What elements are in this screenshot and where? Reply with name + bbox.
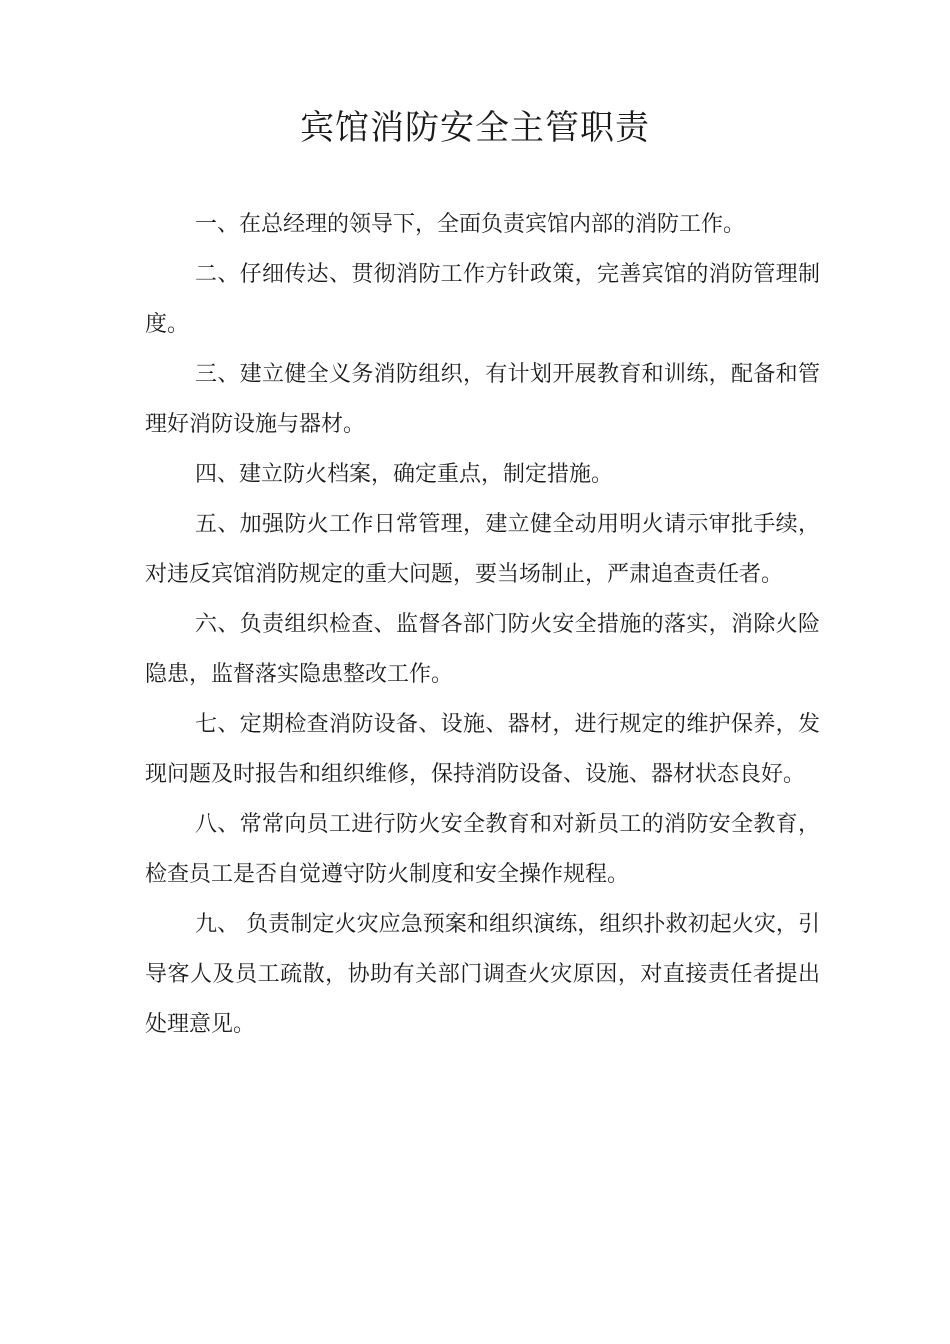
paragraph-7: 七、定期检查消防设备、设施、器材，进行规定的维护保养，发现问题及时报告和组织维修，保持消防设备、设施、器材状态良好。 [145,712,820,787]
paragraph-6: 六、负责组织检查、监督各部门防火安全措施的落实，消除火险隐患，监督落实隐患整改工作。 [145,612,820,687]
paragraph-9: 九、 负责制定火灾应急预案和组织演练，组织扑救初起火灾，引导客人及员工疏散，协助有关部门调查火灾原因，对直接责任者提出处理意见。 [145,912,820,1037]
paragraph-8: 八、常常向员工进行防火安全教育和对新员工的消防安全教育，检查员工是否自觉遵守防火制度和安全操作规程。 [145,812,820,887]
document-body [145,200,820,1050]
paragraph-5: 五、加强防火工作日常管理，建立健全动用明火请示审批手续，对违反宾馆消防规定的重大问题，要当场制止，严肃追查责任者。 [145,512,820,587]
document-title: 宾馆消防安全主管职责 [300,108,650,148]
paragraph-3: 三、建立健全义务消防组织，有计划开展教育和训练，配备和管理好消防设施与器材。 [145,362,820,437]
paragraph-2: 二、仔细传达、贯彻消防工作方针政策，完善宾馆的消防管理制度。 [145,262,820,337]
paragraph-4: 四、建立防火档案，确定重点，制定措施。 [195,462,614,487]
paragraph-1: 一、在总经理的领导下，全面负责宾馆内部的消防工作。 [195,212,746,237]
